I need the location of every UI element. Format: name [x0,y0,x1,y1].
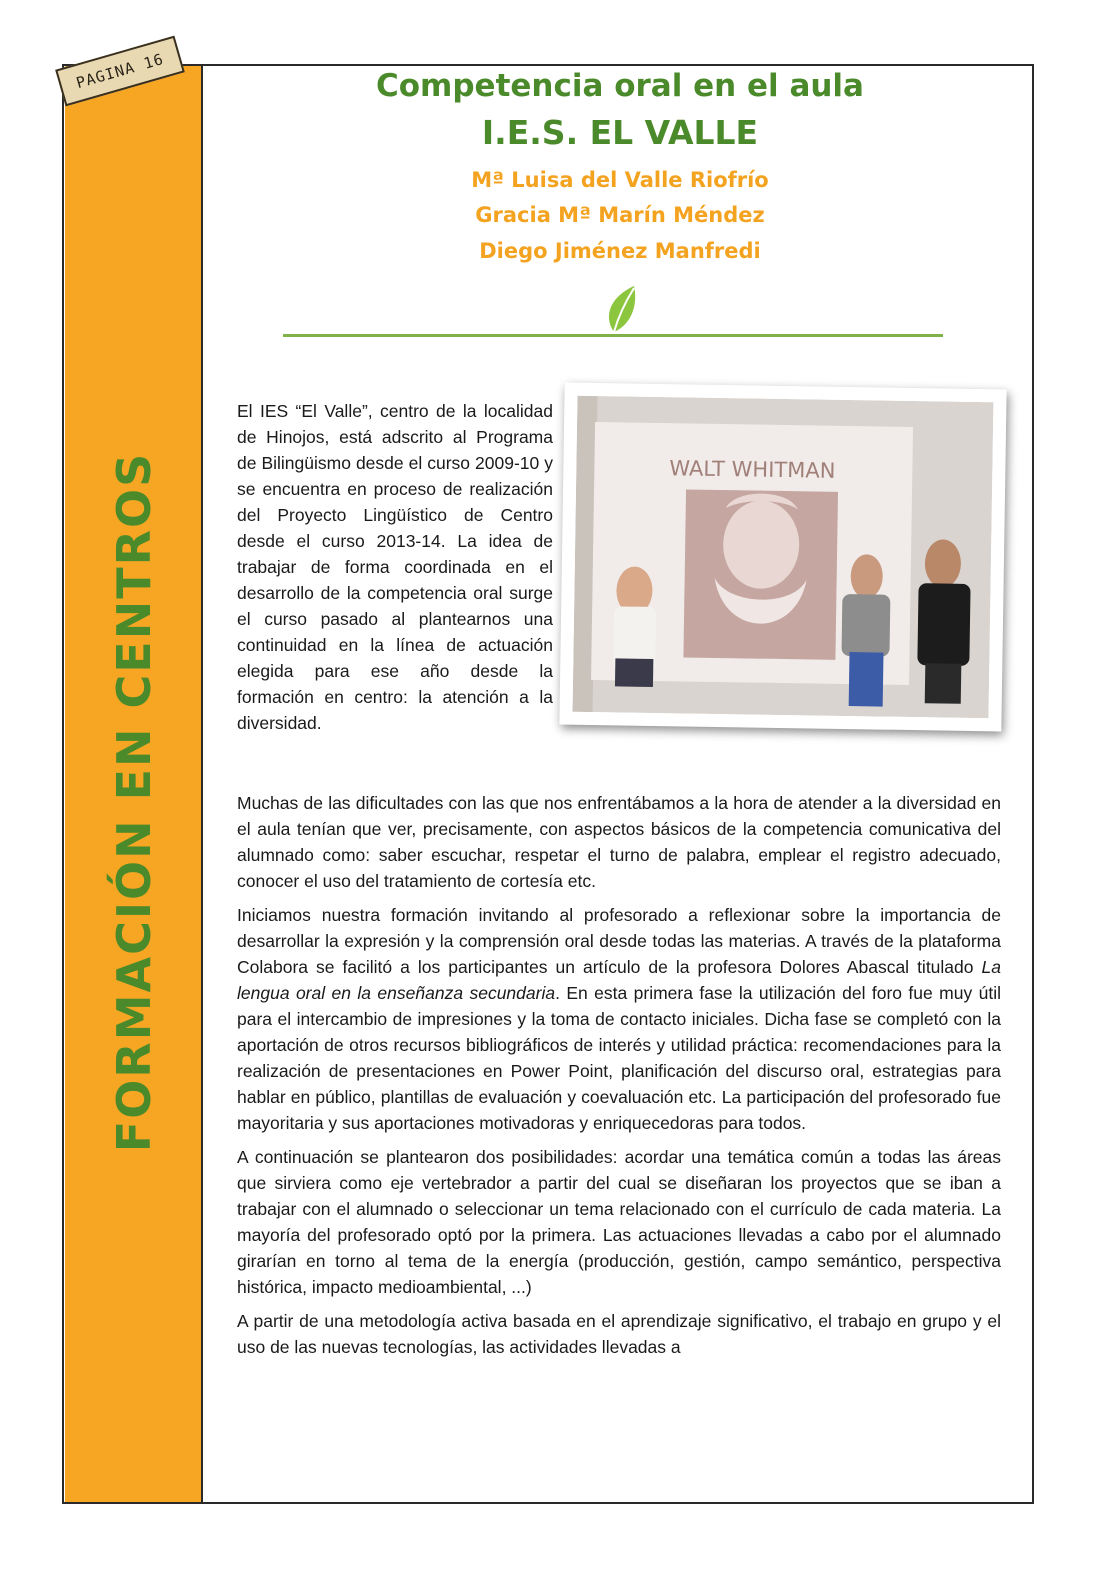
intro-paragraph: El IES “El Valle”, centro de la localidad de Hinojos, está adscrito al Programa de Bilingüismo desde el curso 2009-10 y se encuentra en proceso de realización del Proyecto Lingüístico de Centro desde el curso 2013-14. La idea de trabajar de forma coordinada en el desarrollo de la competencia oral surge el curso pasado al plantearnos una continuidad en la línea de actuación elegida para ese año desde la formación en centro: la atención a la diversidad. [237,401,553,733]
article-reference: La lengua oral en la enseñanza secundaria [237,957,1001,1003]
article-body [237,790,1001,1368]
author-name: Mª Luisa del Valle Riofrío [471,168,769,192]
classroom-photo [559,383,1006,732]
author-name: Gracia Mª Marín Méndez [475,203,765,227]
paragraph-text: . En esta primera fase la utilización del foro fue muy útil para el intercambio de impresiones y la toma de contacto iniciales. Dicha fase se completó con la aportación de otros recursos bibliográficos de interés y utilidad práctica: recomendaciones para la realización de presentaciones en Power Point, planificación del discurso oral, estrategias para hablar en público, plantillas de evaluación y coevaluación etc. La participación del profesorado fue mayoritaria y sus aportaciones motivadoras y enriquecedoras para todos. [237,983,1001,1133]
section-label: FORMACIÓN EN CENTROS [107,451,161,1153]
paragraph [237,902,1001,1136]
photo-image [573,396,994,718]
leaf-icon [604,282,640,334]
slide-title: WALT WHITMAN [669,456,836,483]
author-name: Diego Jiménez Manfredi [479,239,761,263]
page-number-label: PAGINA 16 [74,49,166,93]
paragraph: Muchas de las dificultades con las que nos enfrentábamos a la hora de atender a la diversidad en el aula tenían que ver, precisamente, con aspectos básicos de la competencia comunicativa del alumnado como: saber escuchar, respetar el turno de palabra, emplear el registro adecuado, conocer el uso del tratamiento de cortesía etc. [237,793,1001,891]
article-title: Competencia oral en el aula [376,68,864,104]
paragraph-text: Iniciamos nuestra formación invitando al profesorado a reflexionar sobre la importancia de desarrollar la expresión y la comprensión oral desde todas las materias. A través de la plataforma Colabora se facilitó a los participantes un artículo de la profesora Dolores Abascal titulado [237,905,1001,977]
article-subtitle: I.E.S. EL VALLE [481,113,759,152]
title-divider [283,334,943,337]
paragraph: A partir de una metodología activa basada en el aprendizaje significativo, el trabajo en grupo y el uso de las nuevas tecnologías, las actividades llevadas a [237,1311,1001,1357]
paragraph: A continuación se plantearon dos posibilidades: acordar una temática común a todas las áreas que sirviera como eje vertebrador a partir del cual se diseñaran los proyectos que se iban a trabajar con el alumnado o seleccionar un tema relacionado con el currículo de cada materia. La mayoría del profesorado optó por la primera. Las actuaciones llevadas a cabo por el alumnado girarían en torno al tema de la energía (producción, gestión, campo semántico, perspectiva histórica, impacto medioambiental, ...) [237,1147,1001,1297]
